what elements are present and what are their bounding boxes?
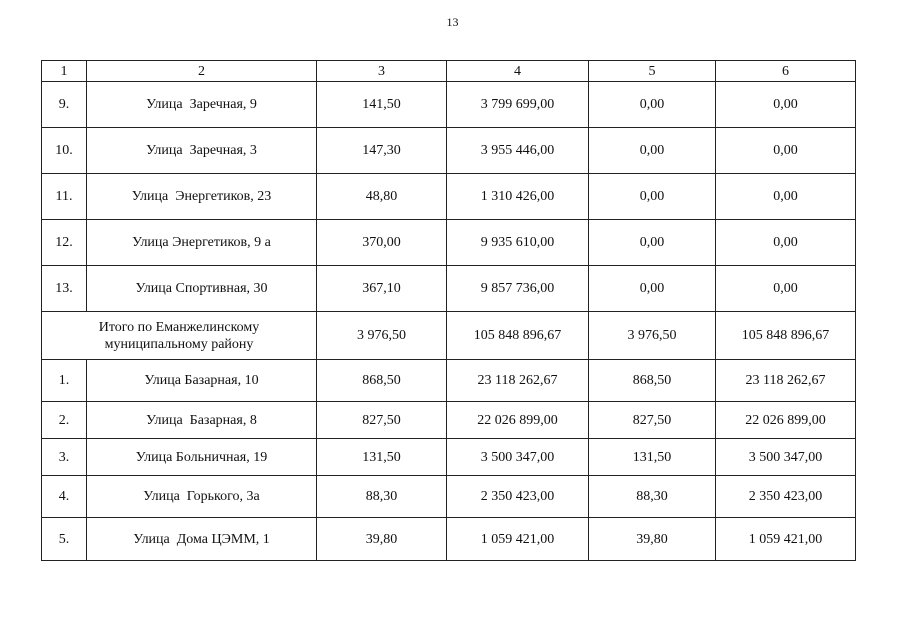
- street-cell: Улица Базарная, 10: [87, 360, 317, 402]
- cost-cell: 2 350 423,00: [716, 476, 856, 518]
- cost-cell: 23 118 262,67: [716, 360, 856, 402]
- row-number: 9.: [42, 82, 87, 128]
- area-cell: 39,80: [317, 518, 447, 561]
- cost-cell: 0,00: [716, 266, 856, 312]
- column-number-row: [42, 61, 856, 82]
- total-label-line: Итого по Еманжелинскому: [98, 319, 260, 335]
- header-cell: 5: [589, 61, 716, 82]
- row-number: 4.: [42, 476, 87, 518]
- cost-cell: 3 500 347,00: [447, 439, 589, 476]
- table-row: [42, 128, 856, 174]
- cost-cell: 0,00: [716, 174, 856, 220]
- row-number: 5.: [42, 518, 87, 561]
- area-cell: 0,00: [589, 266, 716, 312]
- header-cell: 1: [42, 61, 87, 82]
- street-cell: Улица Дома ЦЭММ, 1: [87, 518, 317, 561]
- total-cost-cell: 105 848 896,67: [716, 312, 856, 360]
- area-cell: 147,30: [317, 128, 447, 174]
- row-number: 12.: [42, 220, 87, 266]
- table-row: [42, 174, 856, 220]
- cost-cell: 9 935 610,00: [447, 220, 589, 266]
- cost-cell: 0,00: [716, 128, 856, 174]
- area-cell: 0,00: [589, 220, 716, 266]
- area-cell: 141,50: [317, 82, 447, 128]
- area-cell: 868,50: [589, 360, 716, 402]
- area-cell: 0,00: [589, 128, 716, 174]
- street-cell: Улица Больничная, 19: [87, 439, 317, 476]
- area-cell: 131,50: [589, 439, 716, 476]
- cost-cell: 3 799 699,00: [447, 82, 589, 128]
- row-number: 10.: [42, 128, 87, 174]
- area-cell: 131,50: [317, 439, 447, 476]
- cost-cell: 9 857 736,00: [447, 266, 589, 312]
- data-table: [41, 60, 856, 561]
- row-number: 11.: [42, 174, 87, 220]
- cost-cell: 22 026 899,00: [447, 402, 589, 439]
- cost-cell: 2 350 423,00: [447, 476, 589, 518]
- table-row: [42, 220, 856, 266]
- total-label-line: муниципальному району: [104, 336, 254, 352]
- header-cell: 3: [317, 61, 447, 82]
- area-cell: 0,00: [589, 174, 716, 220]
- table-row: [42, 266, 856, 312]
- area-cell: 39,80: [589, 518, 716, 561]
- street-cell: Улица Заречная, 9: [87, 82, 317, 128]
- area-cell: 367,10: [317, 266, 447, 312]
- area-cell: 0,00: [589, 82, 716, 128]
- cost-cell: 0,00: [716, 220, 856, 266]
- total-label: [42, 312, 317, 360]
- street-cell: Улица Энергетиков, 23: [87, 174, 317, 220]
- cost-cell: 0,00: [716, 82, 856, 128]
- cost-cell: 1 059 421,00: [716, 518, 856, 561]
- total-area-cell: 3 976,50: [317, 312, 447, 360]
- street-cell: Улица Спортивная, 30: [87, 266, 317, 312]
- table-row: [42, 82, 856, 128]
- cost-cell: 1 310 426,00: [447, 174, 589, 220]
- street-cell: Улица Базарная, 8: [87, 402, 317, 439]
- street-cell: Улица Горького, 3а: [87, 476, 317, 518]
- cost-cell: 3 500 347,00: [716, 439, 856, 476]
- area-cell: 827,50: [317, 402, 447, 439]
- area-cell: 827,50: [589, 402, 716, 439]
- street-cell: Улица Энергетиков, 9 а: [87, 220, 317, 266]
- row-number: 13.: [42, 266, 87, 312]
- area-cell: 88,30: [317, 476, 447, 518]
- table-row: [42, 402, 856, 439]
- row-number: 1.: [42, 360, 87, 402]
- row-number: 3.: [42, 439, 87, 476]
- total-cost-cell: 105 848 896,67: [447, 312, 589, 360]
- table-row: [42, 518, 856, 561]
- cost-cell: 22 026 899,00: [716, 402, 856, 439]
- area-cell: 48,80: [317, 174, 447, 220]
- street-cell: Улица Заречная, 3: [87, 128, 317, 174]
- cost-cell: 1 059 421,00: [447, 518, 589, 561]
- row-number: 2.: [42, 402, 87, 439]
- area-cell: 868,50: [317, 360, 447, 402]
- area-cell: 370,00: [317, 220, 447, 266]
- header-cell: 6: [716, 61, 856, 82]
- table-row: [42, 360, 856, 402]
- total-area-cell: 3 976,50: [589, 312, 716, 360]
- cost-cell: 23 118 262,67: [447, 360, 589, 402]
- table-row: [42, 476, 856, 518]
- table-row: [42, 439, 856, 476]
- cost-cell: 3 955 446,00: [447, 128, 589, 174]
- page-number: 13: [446, 15, 459, 29]
- area-cell: 88,30: [589, 476, 716, 518]
- header-cell: 4: [447, 61, 589, 82]
- total-row: [42, 312, 856, 360]
- header-cell: 2: [87, 61, 317, 82]
